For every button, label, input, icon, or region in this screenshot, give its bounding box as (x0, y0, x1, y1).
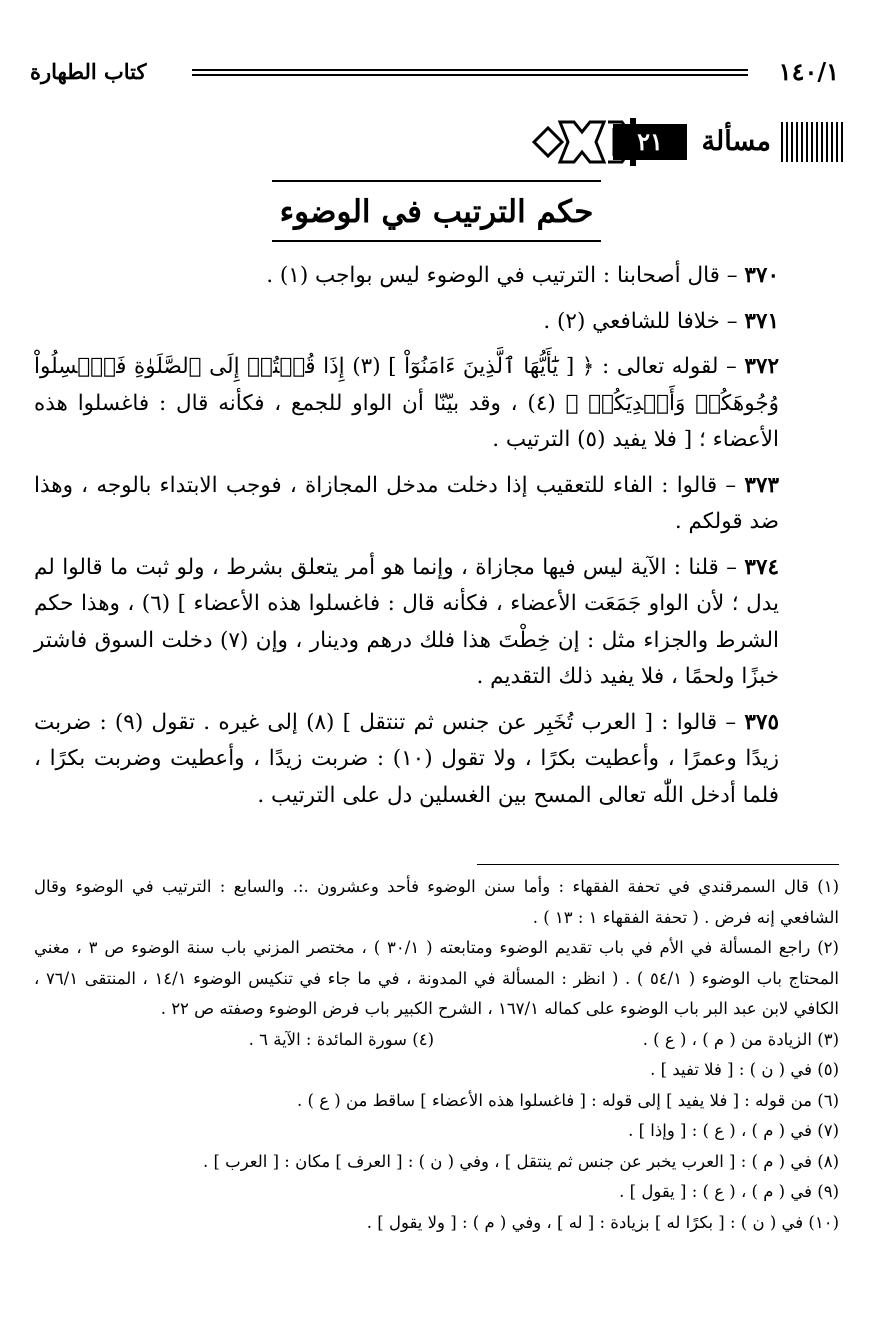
footnote-4: (٤) سورة المائدة : الآية ٦ . (248, 1029, 434, 1049)
paragraph-text: – قالوا : الفاء للتعقيب إذا دخلت مدخل المجازاة ، فوجب الابتداء بالوجه ، وهذا ضد قولكم . (34, 472, 779, 534)
paragraph-number: ٣٧٠ (744, 263, 779, 288)
footnote-5: (٥) في ( ن ) : [ فلا تفيد ] . (650, 1060, 839, 1079)
footnote-6: (٦) من قوله : [ فلا يفيد ] إلى قوله : [ فاغسلوا هذه الأعضاء ] ساقط من ( ع ) . (297, 1090, 839, 1110)
paragraph-text: – قال أصحابنا : الترتيب في الوضوء ليس بواجب (١) . (266, 263, 745, 288)
paragraph-number: ٣٧٥ (744, 709, 780, 735)
header-rule (192, 69, 748, 76)
paragraph-371 (34, 304, 839, 341)
paragraph-text: – لقوله تعالى : ﴿ [ يَٰٓأَيُّهَا ٱلَّذِينَ ءَامَنُوٓاْ ] (٣) إِذَا قُمۡتُمۡ إِلَى ٱلصَّلَوٰةِ فَٱغۡسِلُواْ وُجُوهَكُمۡ وَأَيۡدِيَكُمۡ ﴾ (٤) ، وقد بيّنّا أن الواو للجمع ، فكأنه قال : فاغسلوا هذه الأعضاء ؛ [ فلا يفيد (٥) الترتيب . (34, 354, 779, 452)
masala-number: ٢١ (613, 124, 687, 160)
paragraph-372 (34, 349, 839, 459)
paragraph-370 (34, 258, 839, 295)
paragraph-375 (34, 705, 839, 815)
footnote-separator (477, 864, 839, 865)
geometric-ornament-icon (530, 114, 640, 170)
page-number: ١٤٠/١ (778, 57, 839, 86)
section-title-wrap (0, 180, 873, 242)
masala-label: مسألة (701, 126, 771, 157)
paragraph-text: – قلنا : الآية ليس فيها مجازاة ، وإنما هو أمر يتعلق بشرط ، ولو ثبت ما قالوا لم يدل ؛ لأن الواو جَمَعَت الأعضاء ، فكأنه قال : فاغسلوا هذه الأعضاء ] (٦) ، وهذا حكم الشرط والجزاء مثل : إن خِطْتَ هذا فلك درهم ودينار ، وإن (٧) دخلت السوق فاشتر خبزًا ولحمًا ، فلا يفيد ذلك التقديم . (34, 554, 780, 689)
footnotes (34, 872, 839, 1238)
footnote-2: (٢) راجع المسألة في الأم في باب تقديم الوضوء ومتابعته ( ٣٠/١ ) ، مختصر المزني باب سنة الوضوء ص ٣ ، مغني المحتاج باب الوضوء ( ٥٤/١ ) . ( انظر : المسألة في المدونة ، في ما جاء في تنكيس الوضوء ١٤/١ ، المنتقى ٧٦/١ ، الكافي لابن عبد البر باب الوضوء على كماله ١٦٧/١ ، الشرح الكبير باب فرض الوضوء وصفته ص ٢٢ . (34, 938, 839, 1018)
section-title: حكم الترتيب في الوضوء (272, 180, 602, 242)
paragraph-number: ٣٧٤ (744, 554, 779, 580)
paragraph-374 (34, 550, 839, 696)
paragraph-number: ٣٧٢ (744, 354, 779, 379)
paragraph-373 (34, 468, 839, 541)
paragraph-number: ٣٧٣ (744, 472, 779, 498)
hatch-ornament (781, 122, 843, 162)
footnote-row-3-4 (34, 1025, 839, 1056)
book-title: كتاب الطهارة (30, 59, 147, 84)
main-text (34, 258, 839, 823)
paragraph-text: – خلافا للشافعي (٢) . (543, 308, 745, 334)
footnote-9: (٩) في ( م ) ، ( ع ) : [ يقول ] . (619, 1182, 839, 1201)
footnote-3: (٣) الزيادة من ( م ) ، ( ع ) . (642, 1029, 839, 1049)
running-header (30, 56, 843, 88)
footnote-7: (٧) في ( م ) ، ( ع ) : [ وإذا ] . (628, 1121, 839, 1140)
footnote-10: (١٠) في ( ن ) : [ بكرًا له ] بزيادة : [ له ] ، وفي ( م ) : [ ولا يقول ] . (366, 1212, 839, 1232)
footnote-8: (٨) في ( م ) : [ العرب يخبر عن جنس ثم ينتقل ] ، وفي ( ن ) : [ العرف ] مكان : [ العرب ] . (202, 1151, 839, 1171)
paragraph-text: – قالوا : [ العرب تُخَبِر عن جنس ثم تنتقل ] (٨) إلى غيره . تقول (٩) : ضربت زيدًا وعمرًا ، وأعطيت بكرًا ، ولا تقول (١٠) : ضربت زيدًا ، وأعطيت وضربت بكرًا ، فلما أدخل اللّٰه تعالى المسح بين الغسلين دل على الترتيب . (34, 709, 780, 808)
footnote-1: (١) قال السمرقندي في تحفة الفقهاء : وأما سنن الوضوء فأحد وعشرون .:. والسابع : الترتيب في الوضوء وقال الشافعي إنه فرض . ( تحفة الفقهاء ١ : ١٣ ) . (34, 877, 839, 927)
paragraph-number: ٣٧١ (744, 308, 779, 334)
